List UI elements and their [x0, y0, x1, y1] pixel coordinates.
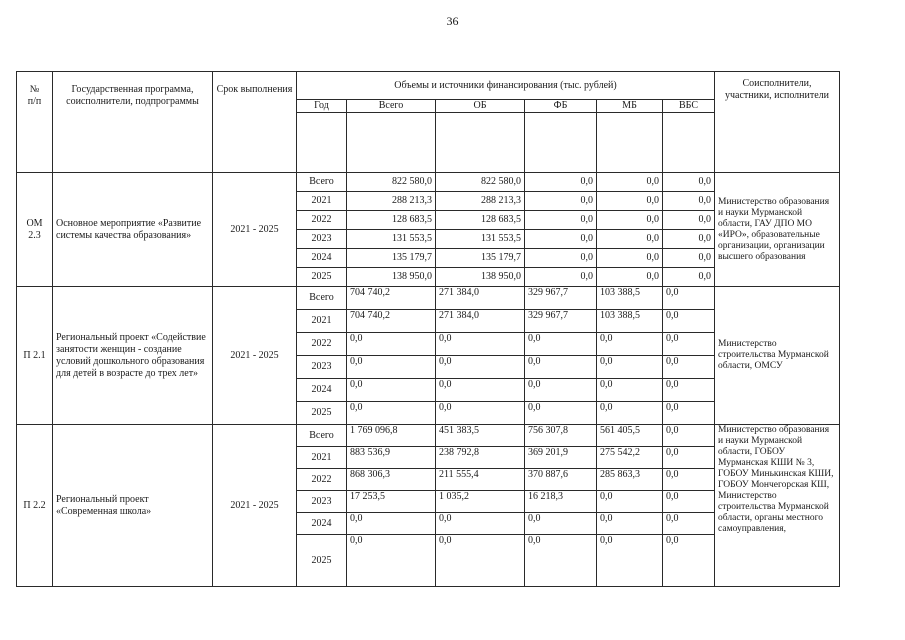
header-program: Государственная программа, соисполнители, подпрограммы [53, 72, 213, 173]
table-row [17, 425, 840, 447]
year-cell: Всего [297, 287, 347, 310]
year-cell: 2023 [297, 230, 347, 249]
value-cell: 451 383,5 [436, 425, 525, 447]
value-cell: 369 201,9 [525, 447, 597, 469]
value-cell: 370 887,6 [525, 469, 597, 491]
value-cell: 0,0 [597, 249, 663, 268]
year-cell: 2023 [297, 356, 347, 379]
value-cell: 288 213,3 [347, 192, 436, 211]
group-id: ОМ 2.3 [17, 173, 53, 287]
group-name: Региональный проект «Современная школа» [53, 425, 213, 587]
value-cell: 704 740,2 [347, 287, 436, 310]
value-cell: 285 863,3 [597, 469, 663, 491]
value-cell: 131 553,5 [436, 230, 525, 249]
value-cell: 0,0 [663, 402, 715, 425]
value-cell: 135 179,7 [436, 249, 525, 268]
value-cell: 0,0 [663, 249, 715, 268]
value-cell: 0,0 [525, 379, 597, 402]
value-cell: 329 967,7 [525, 287, 597, 310]
header-col-ob: ОБ [436, 100, 525, 113]
value-cell: 0,0 [347, 333, 436, 356]
value-cell: 0,0 [436, 333, 525, 356]
value-cell: 211 555,4 [436, 469, 525, 491]
value-cell: 0,0 [525, 402, 597, 425]
header-col-fb: ФБ [525, 100, 597, 113]
year-cell: 2021 [297, 310, 347, 333]
value-cell: 0,0 [436, 513, 525, 535]
value-cell: 0,0 [663, 173, 715, 192]
value-cell: 883 536,9 [347, 447, 436, 469]
value-cell: 0,0 [597, 268, 663, 287]
header-col-total: Всего [347, 100, 436, 113]
value-cell: 0,0 [663, 287, 715, 310]
year-cell: 2025 [297, 535, 347, 587]
value-cell: 128 683,5 [436, 211, 525, 230]
group-coexec: Министерство образования и науки Мурманской области, ГОБОУ Мурманская КШИ № 3, ГОБОУ Минькинская КШИ, ГОБОУ Мончегорская КШ, Министерство строительства Мурманской области, органы местного самоуправления, [715, 425, 840, 587]
table-row [17, 287, 840, 310]
value-cell: 0,0 [597, 379, 663, 402]
group-name: Региональный проект «Содействие занятости женщин - создание условий дошкольного образования для детей в возрасте до трех лет» [53, 287, 213, 425]
value-cell: 0,0 [663, 333, 715, 356]
value-cell: 0,0 [525, 333, 597, 356]
group-term: 2021 - 2025 [213, 173, 297, 287]
value-cell: 138 950,0 [347, 268, 436, 287]
year-cell: 2024 [297, 249, 347, 268]
value-cell: 138 950,0 [436, 268, 525, 287]
value-cell: 0,0 [436, 379, 525, 402]
year-cell: 2023 [297, 491, 347, 513]
value-cell: 0,0 [597, 402, 663, 425]
page-number: 36 [446, 14, 459, 28]
group-term: 2021 - 2025 [213, 287, 297, 425]
value-cell: 0,0 [663, 535, 715, 587]
value-cell: 0,0 [597, 356, 663, 379]
value-cell: 0,0 [663, 268, 715, 287]
group-coexec: Министерство образования и науки Мурманской области, ГАУ ДПО МО «ИРО», образовательные организации, организации высшего образования [715, 173, 840, 287]
value-cell: 0,0 [436, 535, 525, 587]
group-name: Основное мероприятие «Развитие системы качества образования» [53, 173, 213, 287]
value-cell: 16 218,3 [525, 491, 597, 513]
value-cell: 0,0 [525, 173, 597, 192]
group-coexec: Министерство строительства Мурманской области, ОМСУ [715, 287, 840, 425]
value-cell: 271 384,0 [436, 310, 525, 333]
value-cell: 0,0 [525, 535, 597, 587]
table-row [17, 173, 840, 192]
year-cell: 2024 [297, 513, 347, 535]
value-cell: 288 213,3 [436, 192, 525, 211]
header-term: Срок выполнения [213, 72, 297, 173]
year-cell: Всего [297, 425, 347, 447]
value-cell: 868 306,3 [347, 469, 436, 491]
year-cell: 2022 [297, 333, 347, 356]
value-cell: 1 769 096,8 [347, 425, 436, 447]
header-num: № п/п [17, 72, 53, 173]
value-cell: 103 388,5 [597, 287, 663, 310]
value-cell: 17 253,5 [347, 491, 436, 513]
year-cell: Всего [297, 173, 347, 192]
group-id: П 2.1 [17, 287, 53, 425]
value-cell: 0,0 [663, 513, 715, 535]
value-cell: 0,0 [597, 333, 663, 356]
value-cell: 238 792,8 [436, 447, 525, 469]
value-cell: 0,0 [436, 402, 525, 425]
value-cell: 275 542,2 [597, 447, 663, 469]
value-cell: 704 740,2 [347, 310, 436, 333]
year-cell: 2025 [297, 268, 347, 287]
year-cell: 2022 [297, 469, 347, 491]
value-cell: 0,0 [525, 356, 597, 379]
value-cell: 0,0 [597, 535, 663, 587]
value-cell: 0,0 [663, 356, 715, 379]
value-cell: 271 384,0 [436, 287, 525, 310]
value-cell: 822 580,0 [436, 173, 525, 192]
value-cell: 0,0 [525, 249, 597, 268]
value-cell: 0,0 [597, 192, 663, 211]
year-cell: 2021 [297, 192, 347, 211]
value-cell: 0,0 [597, 491, 663, 513]
value-cell: 0,0 [663, 469, 715, 491]
year-cell: 2021 [297, 447, 347, 469]
value-cell: 131 553,5 [347, 230, 436, 249]
year-cell: 2022 [297, 211, 347, 230]
value-cell: 128 683,5 [347, 211, 436, 230]
value-cell: 1 035,2 [436, 491, 525, 513]
value-cell: 822 580,0 [347, 173, 436, 192]
value-cell: 0,0 [663, 425, 715, 447]
value-cell: 0,0 [347, 402, 436, 425]
value-cell: 0,0 [663, 447, 715, 469]
header-col-mb: МБ [597, 100, 663, 113]
value-cell: 0,0 [525, 230, 597, 249]
value-cell: 0,0 [663, 192, 715, 211]
value-cell: 561 405,5 [597, 425, 663, 447]
header-funding: Объемы и источники финансирования (тыс. рублей) [297, 72, 715, 100]
value-cell: 0,0 [597, 173, 663, 192]
header-coexec: Соисполнители, участники, исполнители [715, 72, 840, 173]
value-cell: 0,0 [663, 379, 715, 402]
value-cell: 329 967,7 [525, 310, 597, 333]
financing-table [16, 71, 840, 587]
value-cell: 0,0 [663, 211, 715, 230]
value-cell: 0,0 [436, 356, 525, 379]
value-cell: 0,0 [525, 513, 597, 535]
value-cell: 0,0 [597, 230, 663, 249]
value-cell: 0,0 [597, 211, 663, 230]
group-term: 2021 - 2025 [213, 425, 297, 587]
year-cell: 2025 [297, 402, 347, 425]
value-cell: 0,0 [663, 491, 715, 513]
value-cell: 0,0 [525, 268, 597, 287]
header-col-year: Год [297, 100, 347, 113]
value-cell: 0,0 [525, 211, 597, 230]
year-cell: 2024 [297, 379, 347, 402]
value-cell: 0,0 [663, 230, 715, 249]
value-cell: 0,0 [347, 356, 436, 379]
value-cell: 0,0 [347, 535, 436, 587]
value-cell: 0,0 [663, 310, 715, 333]
value-cell: 103 388,5 [597, 310, 663, 333]
value-cell: 0,0 [347, 513, 436, 535]
group-id: П 2.2 [17, 425, 53, 587]
value-cell: 0,0 [347, 379, 436, 402]
value-cell: 0,0 [525, 192, 597, 211]
header-col-vbs: ВБС [663, 100, 715, 113]
value-cell: 0,0 [597, 513, 663, 535]
value-cell: 756 307,8 [525, 425, 597, 447]
value-cell: 135 179,7 [347, 249, 436, 268]
